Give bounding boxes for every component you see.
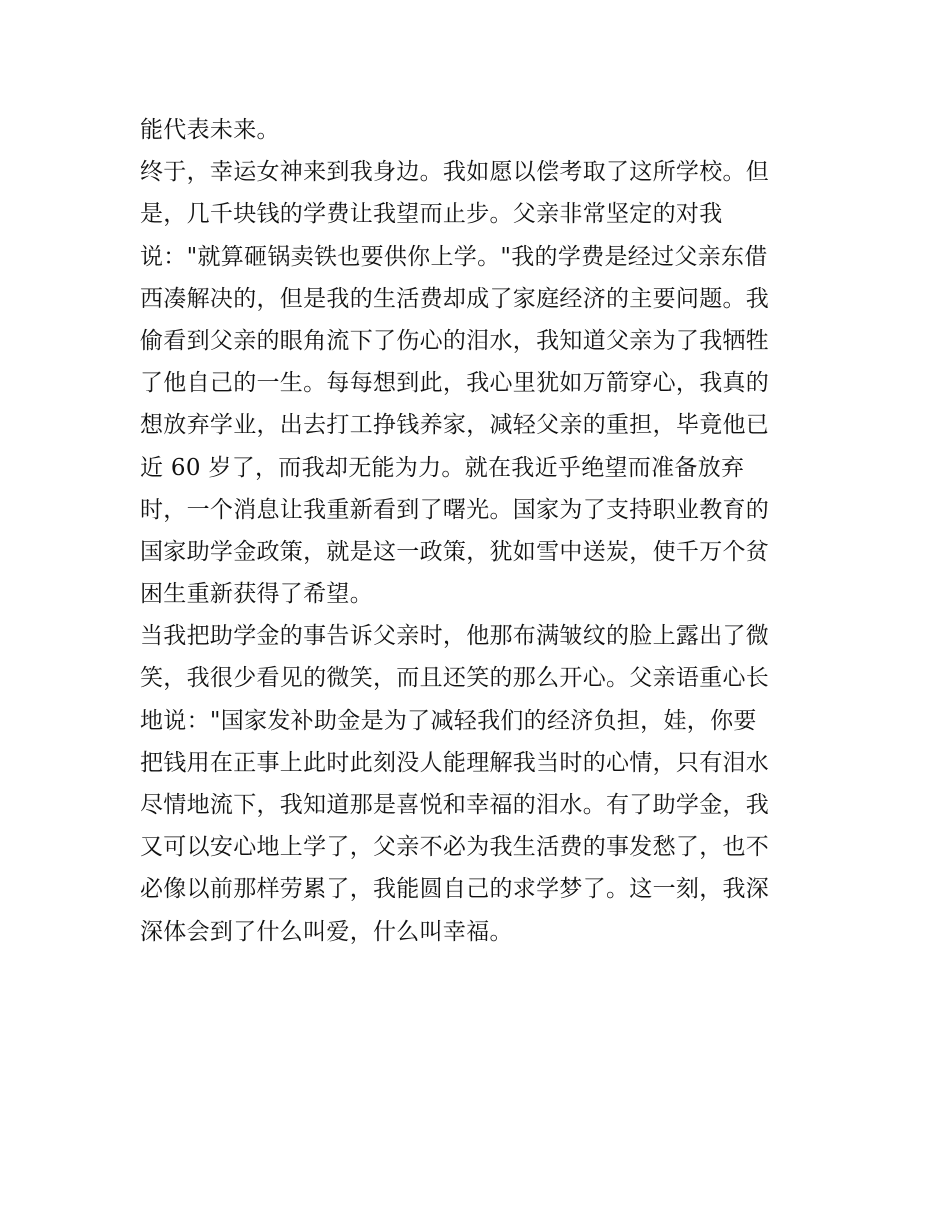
text-line-3: 是，几千块钱的学费让我望而止步。父亲非常坚定的对我	[140, 201, 723, 228]
text-line-18: 又可以安心地上学了，父亲不必为我生活费的事发愁了，也不	[140, 834, 770, 861]
body-text	[140, 109, 820, 953]
text-line-15: 地说："国家发补助金是为了减轻我们的经济负担，娃，你要	[140, 707, 757, 734]
text-line-4: 说："就算砸锅卖铁也要供你上学。"我的学费是经过父亲东借	[140, 243, 768, 270]
text-line-6: 偷看到父亲的眼角流下了伤心的泪水，我知道父亲为了我牺牲	[140, 327, 770, 354]
text-line-1: 能代表未来。	[140, 117, 280, 143]
text-line-10: 时，一个消息让我重新看到了曙光。国家为了支持职业教育的	[140, 496, 770, 523]
text-line-16: 把钱用在正事上此时此刻没人能理解我当时的心情，只有泪水	[140, 749, 770, 776]
text-line-8: 想放弃学业，出去打工挣钱养家，减轻父亲的重担，毕竟他已	[140, 412, 770, 439]
text-line-17: 尽情地流下，我知道那是喜悦和幸福的泪水。有了助学金，我	[140, 792, 770, 818]
text-line-14: 笑，我很少看见的微笑，而且还笑的那么开心。父亲语重心长	[140, 665, 770, 692]
text-line-13: 当我把助学金的事告诉父亲时，他那布满皱纹的脸上露出了微	[140, 623, 770, 650]
text-line-11: 国家助学金政策，就是这一政策，犹如雪中送炭，使千万个贫	[140, 538, 770, 565]
text-line-20: 深体会到了什么叫爱，什么叫幸福。	[140, 918, 513, 945]
text-line-9: 近 60 岁了，而我却无能为力。就在我近乎绝望而准备放弃	[140, 454, 745, 481]
text-line-19: 必像以前那样劳累了，我能圆自己的求学梦了。这一刻，我深	[140, 876, 770, 903]
text-line-2: 终于，幸运女神来到我身边。我如愿以偿考取了这所学校。但	[140, 159, 770, 186]
text-line-12: 困生重新获得了希望。	[140, 581, 373, 608]
text-line-7: 了他自己的一生。每每想到此，我心里犹如万箭穿心，我真的	[140, 370, 770, 397]
text-line-5: 西凑解决的，但是我的生活费却成了家庭经济的主要问题。我	[140, 285, 770, 312]
